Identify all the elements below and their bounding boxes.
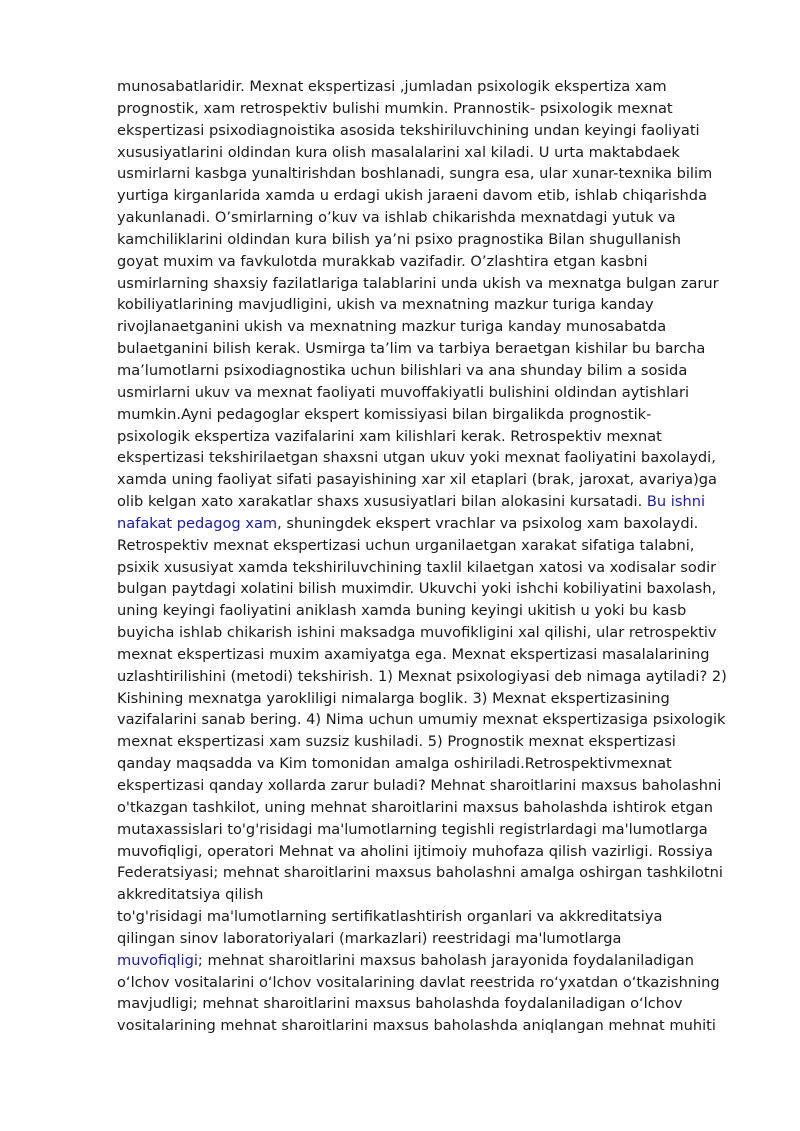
text-run: munosabatlaridir. Mexnat ekspertizasi ,jumladan psixologik ekspertiza xam <box>117 78 667 95</box>
text-run: mexnat ekspertizasi muxim axamiyatga ega. Mexnat ekspertizasi masalalarining <box>117 645 710 663</box>
text-run: mavjudligi; mehnat sharoitlarini maxsus baholashda foydalaniladigan o‘lchov <box>117 995 683 1013</box>
text-line <box>117 98 747 120</box>
text-line <box>117 797 747 819</box>
text-line <box>117 142 747 164</box>
text-line <box>117 469 747 491</box>
text-line <box>117 294 747 316</box>
text-run: ma’lumotlarni psixodiagnostika uchun bilishlari va ana shunday bilim a sosida <box>117 361 688 379</box>
text-line <box>117 688 747 710</box>
text-line <box>117 950 747 972</box>
text-run: ekspertizasi tekshirilaetgan shaxsni utgan ukuv yoki mexnat faoliyatini baxolaydi, <box>117 449 716 467</box>
text-run: uzlashtirilishini (metodi) tekshirish. 1) Mexnat psixologiyasi deb nimaga aytiladi? 2) <box>117 667 727 685</box>
text-run: xususiyatlarini oldindan kura olish masalalarini xal kiladi. U urta maktabdaek <box>117 143 680 161</box>
text-run: uning keyingi faoliyatini aniklash xamda buning keyingi ukitish u yoki bu kasb <box>117 602 687 620</box>
text-line <box>117 338 747 360</box>
text-line <box>117 229 747 251</box>
text-run: ekspertizasi qanday xollarda zarur buladi? Mehnat sharoitlarini maxsus baholashni <box>117 777 722 794</box>
text-line <box>117 1015 747 1037</box>
inline-link[interactable]: muvofiqligi <box>117 951 198 969</box>
text-run: ; mehnat sharoitlarini maxsus baholash jarayonida foydalaniladigan <box>197 951 695 969</box>
text-run: xamda uning faoliyat sifati pasayishining xar xil etaplari (brak, jaroxat, avariya)ga <box>117 471 717 489</box>
text-run: prognostik, xam retrospektiv bulishi mumkin. Prannostik- psixologik mexnat <box>117 99 673 117</box>
text-run: kamchiliklarini oldindan kura bilish ya’ni psixo pragnostika Bilan shugullanish <box>117 230 682 248</box>
text-line <box>117 360 747 382</box>
inline-link[interactable]: Bu ishni <box>646 493 706 511</box>
text-run: psixik xususiyat xamda tekshiriluvchining taxlil kilaetgan xatosi va xodisalar sodir <box>117 558 717 576</box>
text-line <box>117 862 747 884</box>
text-run: vositalarining mehnat sharoitlarini maxsus baholashda aniqlangan mehnat muhiti <box>117 1017 716 1035</box>
text-run: akkreditatsiya qilish <box>117 886 264 904</box>
text-line <box>117 76 747 98</box>
text-run: o'tkazgan tashkilot, uning mehnat sharoitlarini maxsus baholashda ishtirok etgan <box>117 798 713 816</box>
text-run: usmirlarni kasbga yunaltirishdan boshlanadi, sungra esa, ular xunar-texnika bilim <box>117 165 713 183</box>
text-run: rivojlanaetganini ukish va mexnatning mazkur turiga kanday munosabatda <box>117 318 667 336</box>
text-line <box>117 185 747 207</box>
text-line <box>117 819 747 841</box>
text-line <box>117 382 747 404</box>
text-run: o‘lchov vositalarini o‘lchov vositalarining davlat reestrida ro‘yxatdan o‘tkazishning <box>117 973 720 991</box>
text-run: qilingan sinov laboratoriyalari (markazlari) reestridagi ma'lumotlarga <box>117 929 622 947</box>
text-line <box>117 120 747 142</box>
text-run: Federatsiyasi; mehnat sharoitlarini maxsus baholashni amalga oshirgan tashkilotni <box>117 864 723 882</box>
text-run: psixologik ekspertiza vazifalarini xam kilishlari kerak. Retrospektiv mexnat <box>117 427 662 445</box>
inline-link[interactable]: nafakat pedagog xam <box>117 514 278 532</box>
text-run: ekspertizasi psixodiagnoistika asosida tekshiriluvchining undan keyingi faoliyati <box>117 121 700 139</box>
text-run: buyicha ishlab chikarish ishini maksadga muvofikligini xal qilishi, ular retrospektiv <box>117 624 717 642</box>
text-run: to'g'risidagi ma'lumotlarning sertifikatlashtirish organlari va akkreditatsiya <box>117 908 663 926</box>
text-line <box>117 600 747 622</box>
text-run: mutaxassislari to'g'risidagi ma'lumotlarning tegishli registrlardagi ma'lumotlarga <box>117 820 708 838</box>
text-line <box>117 404 747 426</box>
text-line <box>117 273 747 295</box>
text-run: goyat muxim va favkulotda murakkab vazifadir. O’zlashtira etgan kasbni <box>117 252 648 270</box>
text-run: , shuningdek ekspert vrachlar va psixolog xam baxolaydi. <box>277 514 699 532</box>
text-line <box>117 884 747 906</box>
text-line <box>117 993 747 1015</box>
text-run: usmirlarning shaxsiy fazilatlariga talablarini unda ukish va mexnatga bulgan zarur <box>117 274 719 292</box>
text-line <box>117 666 747 688</box>
text-line <box>117 491 747 513</box>
text-line <box>117 841 747 863</box>
text-run: usmirlarni ukuv va mexnat faoliyati muvoffakiyatli bulishini oldindan aytishlari <box>117 383 690 401</box>
text-line <box>117 447 747 469</box>
text-run: vazifalarini sanab bering. 4) Nima uchun umumiy mexnat ekspertizasiga psixologik <box>117 711 726 729</box>
text-line <box>117 972 747 994</box>
document-body <box>117 76 747 1037</box>
text-line <box>117 535 747 557</box>
text-line <box>117 513 747 535</box>
text-line <box>117 928 747 950</box>
text-line <box>117 578 747 600</box>
text-run: muvofiqligi, operatori Mehnat va aholini ijtimoiy muhofaza qilish vazirligi. Rossiya <box>117 842 713 860</box>
text-run: kobiliyatlarining mavjudligini, ukish va mexnatning mazkur turiga kanday <box>117 296 654 314</box>
text-run: Retrospektiv mexnat ekspertizasi uchun urganilaetgan xarakat sifatiga talabni, <box>117 536 695 554</box>
text-line <box>117 644 747 666</box>
text-line <box>117 906 747 928</box>
text-run: Kishining mexnatga yarokliligi nimalarga boglik. 3) Mexnat ekspertizasining <box>117 689 670 707</box>
text-run: bulgan paytdagi xolatini bilish muximdir. Ukuvchi yoki ishchi kobiliyatini baxolash, <box>117 580 717 598</box>
text-line <box>117 316 747 338</box>
text-run: bulaetganini bilish kerak. Usmirga ta’lim va tarbiya beraetgan kishilar bu barcha <box>117 340 706 358</box>
text-run: qanday maqsadda va Kim tomonidan amalga oshiriladi.Retrospektivmexnat <box>117 755 672 773</box>
text-run: yakunlanadi. O’smirlarning o’kuv va ishlab chikarishda mexnatdagi yutuk va <box>117 209 676 227</box>
text-line <box>117 753 747 775</box>
text-line <box>117 207 747 229</box>
text-line <box>117 709 747 731</box>
text-line <box>117 163 747 185</box>
text-line <box>117 731 747 753</box>
text-run: mumkin.Ayni pedagoglar ekspert komissiyasi bilan birgalikda prognostik- <box>117 405 652 423</box>
text-run: olib kelgan xato xarakatlar shaxs xususiyatlari bilan alokasini kursatadi. <box>117 493 647 511</box>
text-line <box>117 426 747 448</box>
text-line <box>117 775 747 797</box>
text-line <box>117 622 747 644</box>
text-run: yurtiga kirganlarida xamda u erdagi ukish jaraeni davom etib, ishlab chiqarishda <box>117 187 708 205</box>
text-run: mexnat ekspertizasi xam suzsiz kushiladi. 5) Prognostik mexnat ekspertizasi <box>117 733 676 751</box>
text-line <box>117 557 747 579</box>
text-line <box>117 251 747 273</box>
